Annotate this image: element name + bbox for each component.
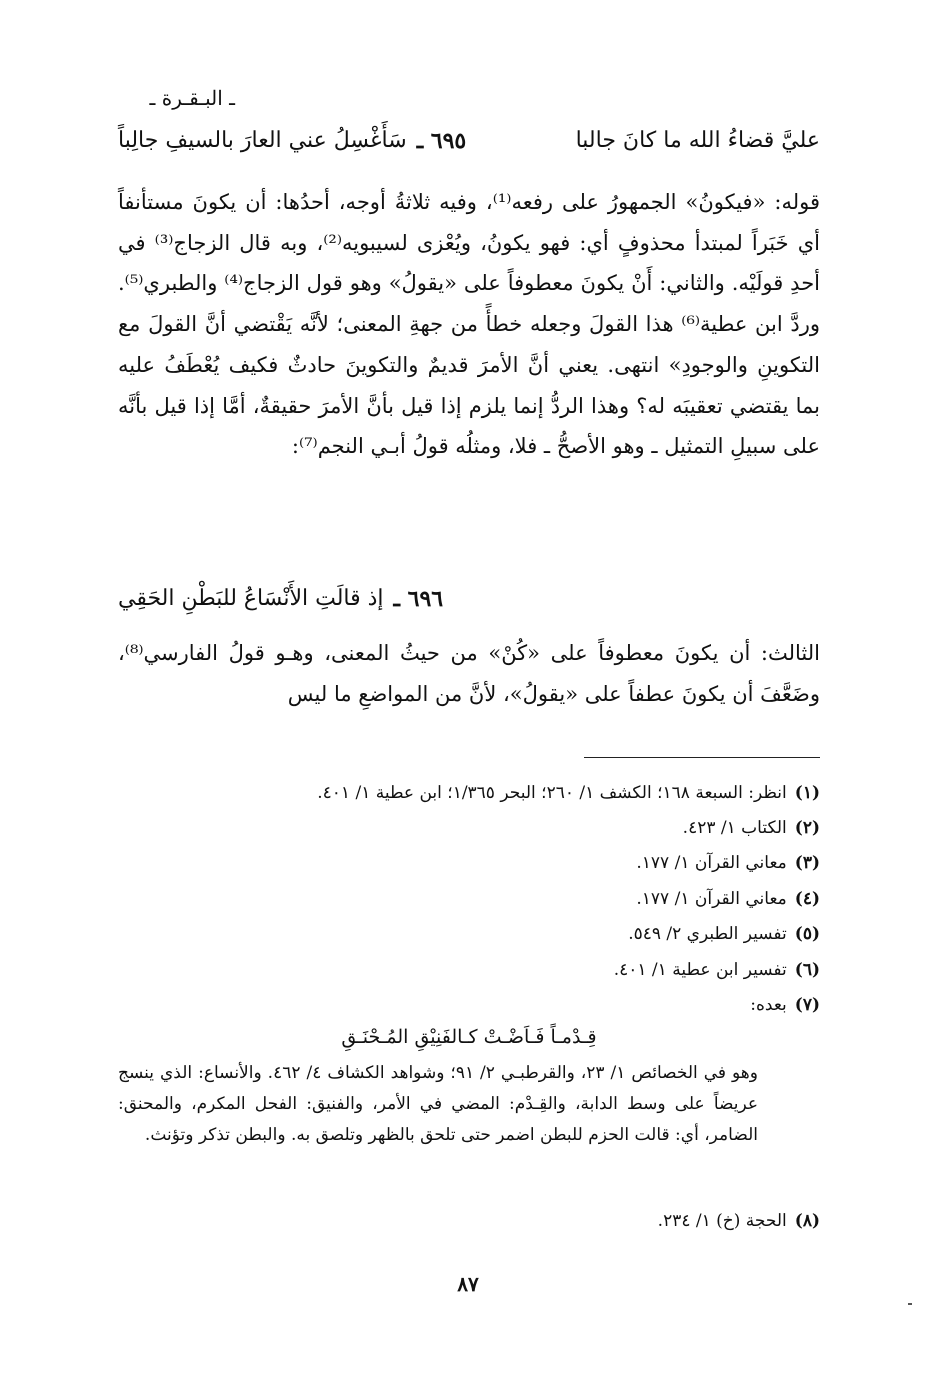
footnote-8	[118, 1204, 820, 1240]
footnote-7	[118, 988, 820, 1024]
footnote-number: (٣)	[794, 853, 820, 873]
verse-text: إذ قالَتِ الأَنْسَاعُ للبَطْنِ الحَقِي	[118, 586, 384, 611]
footnote-text: تفسير ابن عطية ١/ ٤٠١.	[613, 960, 787, 980]
footnote-7-continuation: وهو في الخصائص ١/ ٢٣، والقرطبـي ٢/ ٩١؛ وشواهد الكشاف ٤/ ٤٦٢. والأنساع: الذي ينسج عريضاً على وسط الدابة، والقِـدْم: المضي في الأمر، والفنيق: الفحل المكرم، والمحنق: الضامر، أي: قالت الحزم للبطن اضمر حتى تلحق بالظهر وتلصق به. والبطن تذكر وتؤنث.	[118, 1063, 758, 1145]
footnote-number: (٥)	[794, 924, 820, 944]
verse-696	[118, 586, 820, 612]
footnote-1	[118, 776, 820, 812]
footnote-number: (٢)	[794, 818, 820, 838]
footnote-2	[118, 811, 820, 847]
footnote-text: تفسير الطبري ٢/ ٥٤٩.	[628, 924, 787, 944]
hemistich-1: سَأَغْسِلُ عني العارَ بالسيفِ جالِباً	[118, 128, 407, 153]
footnote-text: الحجة (خ) ١/ ٢٣٤.	[657, 1211, 787, 1231]
footnote-number: (٤)	[794, 889, 820, 909]
verse-number: ٦٩٥ ـ	[416, 128, 467, 154]
footnote-number: (٦)	[794, 960, 820, 980]
footnote-text: انظر: السبعة ١٦٨؛ الكشف ١/ ٢٦٠؛ البحر ١/٣٦٥؛ ابن عطية ١/ ٤٠١.	[317, 783, 787, 803]
footnote-text: الكتاب ١/ ٤٢٣.	[682, 818, 787, 838]
verse-696-line	[118, 586, 443, 612]
footnote-number: (٨)	[794, 1211, 820, 1231]
page-number: ٨٧	[457, 1272, 479, 1296]
footnote-number: (١)	[794, 783, 820, 803]
footnote-separator	[584, 757, 820, 758]
footnote-number: (٧)	[794, 995, 820, 1015]
running-header: ـ البـقـرة ـ	[149, 86, 235, 110]
scan-speck	[908, 1303, 912, 1305]
footnote-6	[118, 953, 820, 989]
footnote-text: معاني القرآن ١/ ١٧٧.	[636, 889, 787, 909]
verse-695	[118, 128, 820, 154]
footnote-3	[118, 846, 820, 882]
footnote-5	[118, 917, 820, 953]
footnote-text: بعده:	[750, 995, 787, 1015]
verse-number: ٦٩٦ ـ	[393, 586, 444, 612]
paragraph-2: الثالث: أن يكونَ معطوفاً على «كُنْ» من حيثُ المعنى، وهـو قولُ الفارسي⁽⁸⁾، وضَعَّفَ أن يكونَ عطفاً على «يقولُ»، لأنَّ من المواضعِ ما ليس	[118, 641, 820, 706]
footnote-4	[118, 882, 820, 918]
footnote-7-poem-line: قِـدْمـاً فَـاَضْـتْ كـالفَنِيْقِ المُـحْنَـقِ	[341, 1026, 597, 1048]
hemistich-2: عليَّ قضاءُ الله ما كانَ جالبا	[575, 128, 820, 153]
paragraph-1: قوله: «فيكونُ» الجمهورُ على رفعه⁽¹⁾، وفيه ثلاثةُ أوجه، أحدُها: أن يكونَ مستأنفاً أي خَبَراً لمبتدأ محذوفٍ أي: فهو يكونُ، ويُعْزى لسيبويه⁽²⁾، وبه قال الزجاج⁽³⁾ في أحدِ قولَيْه. والثاني: أَنْ يكونَ معطوفاً على «يقولُ» وهو قول الزجاج⁽⁴⁾ والطبري⁽⁵⁾. وردَّ ابن عطية⁽⁶⁾ هذا القولَ وجعله خطأً من جهةِ المعنى؛ لأنَّه يَقْتضي أنَّ القولَ مع التكوينِ والوجودِ» انتهى. يعني أنَّ الأمرَ قديمٌ والتكوينَ حادثٌ فكيف يُعْطَفُ عليه بما يقتضي تعقيبَه له؟ وهذا الردُّ إنما يلزم إذا قيل بأنَّ الأمرَ حقيقةٌ، أمَّا إذا قيل بأنَّه على سبيلِ التمثيل ـ وهو الأصحُّ ـ فلا، ومثلُه قولُ أبـي النجم⁽⁷⁾:	[118, 190, 821, 459]
footnote-text: معاني القرآن ١/ ١٧٧.	[636, 853, 787, 873]
verse-695-first-half	[118, 128, 466, 154]
